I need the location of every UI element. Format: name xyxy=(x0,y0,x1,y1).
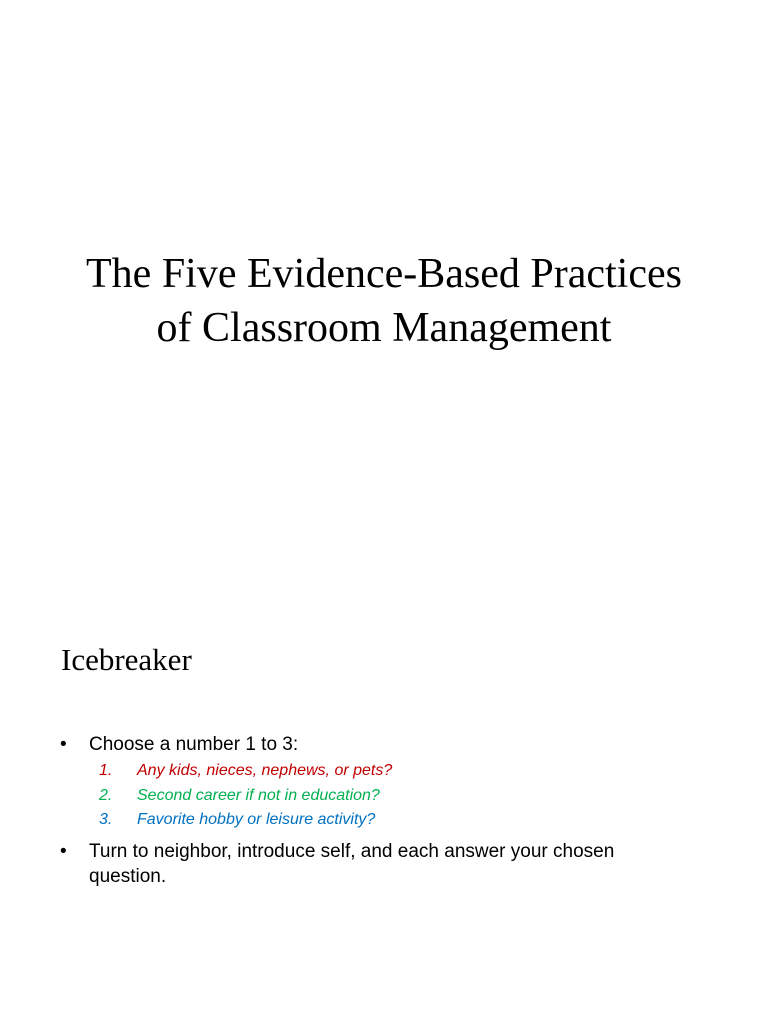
bullet-item xyxy=(60,839,689,889)
bullet-text: Turn to neighbor, introduce self, and each answer your chosen question. xyxy=(89,841,615,887)
item-text: Favorite hobby or leisure activity? xyxy=(137,811,376,828)
numbered-item xyxy=(99,810,375,830)
bullet-item xyxy=(60,732,299,757)
item-text: Second career if not in education? xyxy=(137,787,380,804)
bullet-text: Choose a number 1 to 3: xyxy=(89,734,299,755)
item-number: 2. xyxy=(99,787,113,804)
item-number: 1. xyxy=(99,762,113,779)
numbered-item xyxy=(99,786,380,806)
slide-heading: Icebreaker xyxy=(61,642,192,677)
numbered-item xyxy=(99,761,392,781)
slide-title-line-2: of Classroom Management xyxy=(156,305,612,351)
icebreaker-slide xyxy=(0,576,768,1024)
item-text: Any kids, nieces, nephews, or pets? xyxy=(137,762,393,779)
item-number: 3. xyxy=(99,811,113,828)
slide-title-line-1: The Five Evidence-Based Practices xyxy=(86,251,682,297)
bullet-icon: • xyxy=(60,734,67,755)
bullet-icon: • xyxy=(60,841,67,862)
